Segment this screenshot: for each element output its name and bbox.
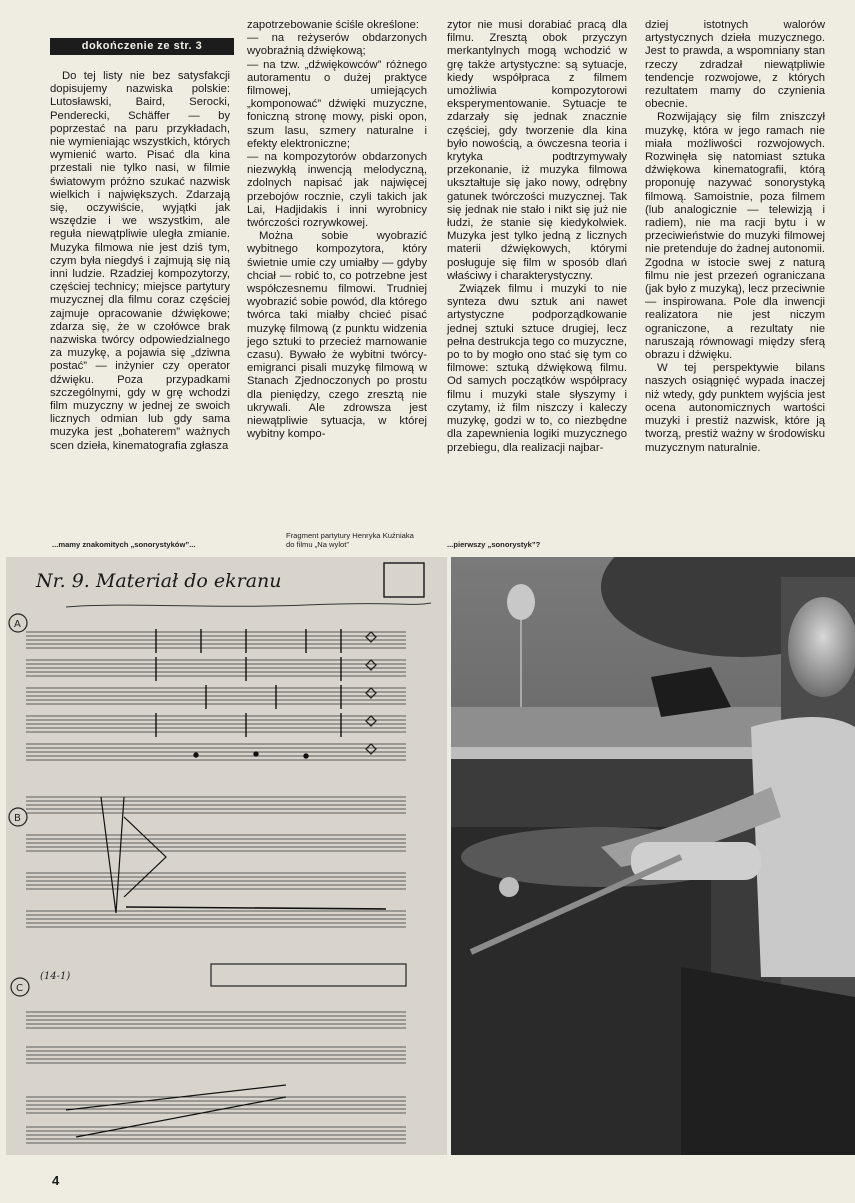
page-number: 4 xyxy=(52,1173,60,1188)
caption-left: ...mamy znakomitych „sonorystyków”... xyxy=(52,540,196,549)
paragraph: W tej perspektywie bilans naszych osiągnięć wypada inaczej niż wtedy, gdy punktem wyjścia jest ocena autonomicznych wartości muzyki i prestiż nazwisk, które ją tworzą, prestiż ważny w środowisku muzycznym naturalnie. xyxy=(645,362,825,454)
caption-middle-line1: Fragment partytury Henryka Kuźniaka xyxy=(286,531,414,540)
article-column-4 xyxy=(645,19,825,455)
score-heading: Nr. 9. Materiał do ekranu xyxy=(36,570,282,592)
paragraph: — na tzw. „dźwiękowców” różnego autoramentu o dużej praktyce filmowej, umiejących „komponować” dźwięki muzyczne, foniczną stronę mowy, piski opon, szum lasu, szmery naturalne i efekty elektroniczne; xyxy=(247,58,427,150)
photo-drawing xyxy=(451,557,855,1155)
article-column-3 xyxy=(447,19,627,455)
paragraph: Można sobie wyobrazić wybitnego kompozytora, który świetnie umie czy umiałby — gdyby chciał — robić to, co potrzebne jest współczesnemu filmowi. Trudniej wyobrazić sobie powód, dla którego twórca taki miałby chcieć pisać muzykę filmową (z punktu widzenia jego sztuki to przecież marnowanie czasu). Bywało że wybitni twórcy-emigranci pisali muzykę filmową w Stanach Zjednoczonych po prostu dla pieniędzy, czego zresztą nie ukrywali. Ale zdrowsza jest niewątpliwie sytuacja, w której wybitny kompo- xyxy=(247,230,427,441)
caption-middle-line2: do filmu „Na wylot” xyxy=(286,540,349,549)
paragraph: zytor nie musi dorabiać pracą dla filmu. Zresztą obok przyczyn merkantylnych mogą wchodzić w grę także artystyczne: są sytuacje, kiedy współpraca z filmem umożliwia kompozytorowi eksperymentowanie. Sytuacje te zdarzały się jednak znacznie częściej, gdy tworzenie dla kina było nowością, a ówczesna teoria i krytyka podtrzymywały przekonanie, iż muzyka filmowa ukształtuje się jako nowy, odrębny gatunek twórczości muzycznej. Tak się jednak nie stało i nikt się już nie łudzi, że stanie się kiedykolwiek. Muzyka jest tylko jedną z licznych materii dźwiękowych, którymi posługuje się film w sposób dlań właściwy i charakterystyczny. xyxy=(447,19,627,282)
paragraph: Związek filmu i muzyki to nie synteza dwu sztuk ani nawet artystyczne podporządkowanie jednej sztuki sztuce drugiej, lecz pełna destrukcja tego co muzyczne, po to by mogło ono stać się tym co filmowe: sztuką dźwiękową filmu. Od samych początków współpracy filmu i muzyki stale słyszymy i czytamy, iż film niszczy i kaleczy muzykę, godzi w to, co niezbędne dla zapewnienia logiki muzycznego przebiegu, dla realizacji najbar- xyxy=(447,283,627,454)
caption-right: ...pierwszy „sonorystyk”? xyxy=(447,540,541,549)
paragraph: zapotrzebowanie ściśle określone: xyxy=(247,19,420,31)
paragraph: Do tej listy nie bez satysfakcji dopisujemy nazwiska polskie: Lutosławski, Baird, Serocki, Penderecki, Schäffer — by poprzestać na paru przykładach, nie wymieniając wszystkich, których wymienić warto. Pisać dla kina przestali nie tylko nasi, w filmie światowym próżno szukać nazwisk wielkich i największych. Zdarzają się, oczywiście, wyjątki jak wszędzie i we wszystkim, ale reguła niewątpliwie uległa zmianie. Muzyka filmowa nie jest dziś tym, czym była niegdyś i zajmują się nią inni ludzie. Rzadziej kompozytorzy, częściej technicy; miejsce partytury muzycznej dla filmu coraz częściej zajmuje opracowanie dźwiękowe; zdarza się, że w czołówce brak nazwiska twórcy odpowiedzialnego za muzykę, a pojawia się „dziwna postać” — inżynier czy operator dźwięku. Poza przypadkami szczególnymi, gdy w grę wchodzi film muzyczny w jednej ze swoich licznych odmian lub gdy sama muzyka jest „bohaterem” ważnych scen dzieła, kinematografia zgłasza xyxy=(50,70,230,452)
score-section-b: B xyxy=(14,813,21,824)
paragraph: — na reżyserów obdarzonych wyobraźnią dźwiękową; xyxy=(247,32,427,58)
caption-middle xyxy=(286,531,414,549)
score-marker: (14-1) xyxy=(40,971,71,982)
article-column-2 xyxy=(247,19,427,442)
score-fragment-image xyxy=(6,557,447,1155)
article-column-1 xyxy=(50,70,230,453)
continued-from-label: dokończenie ze str. 3 xyxy=(50,38,234,55)
score-section-c: C xyxy=(16,983,23,994)
score-drawing xyxy=(6,557,447,1155)
score-section-a: A xyxy=(14,619,21,630)
sound-engineer-photo xyxy=(451,557,855,1155)
paragraph: — na kompozytorów obdarzonych niezwykłą inwencją melodyczną, zdolnych napisać jak najwięcej przebojów rocznie, czyli takich jak Lai, Hadjidakis i inni wyrobnicy twórczości rozrywkowej. xyxy=(247,151,427,230)
paragraph: dziej istotnych walorów artystycznych dzieła muzycznego. Jest to prawda, a wspomniany stan rzeczy zdradzał niewątpliwie tendencje rozwojowe, z których rezultatem mamy do czynienia obecnie. xyxy=(645,19,825,111)
paragraph: Rozwijający się film zniszczył muzykę, która w jego ramach nie miała możliwości rozwojowych. Rozwinęła się natomiast sztuka dźwiękowa kinematografii, którą proponuję nazywać sonorystyką filmową. Samoistnie, poza filmem (lub analogicznie — telewizją i radiem), nie ma racji bytu i w przeciwieństwie do muzyki filmowej nie pretenduje do żadnej autonomii. Zgodna w istocie swej z naturą filmu nie jest przezeń ograniczana (jak było z muzyką), lecz przeciwnie — inspirowana. Pole dla inwencji realizatora nie jest niczym ograniczone, a rezultaty nie naruszają równowagi między sferą obrazu i dźwięku. xyxy=(645,111,825,362)
